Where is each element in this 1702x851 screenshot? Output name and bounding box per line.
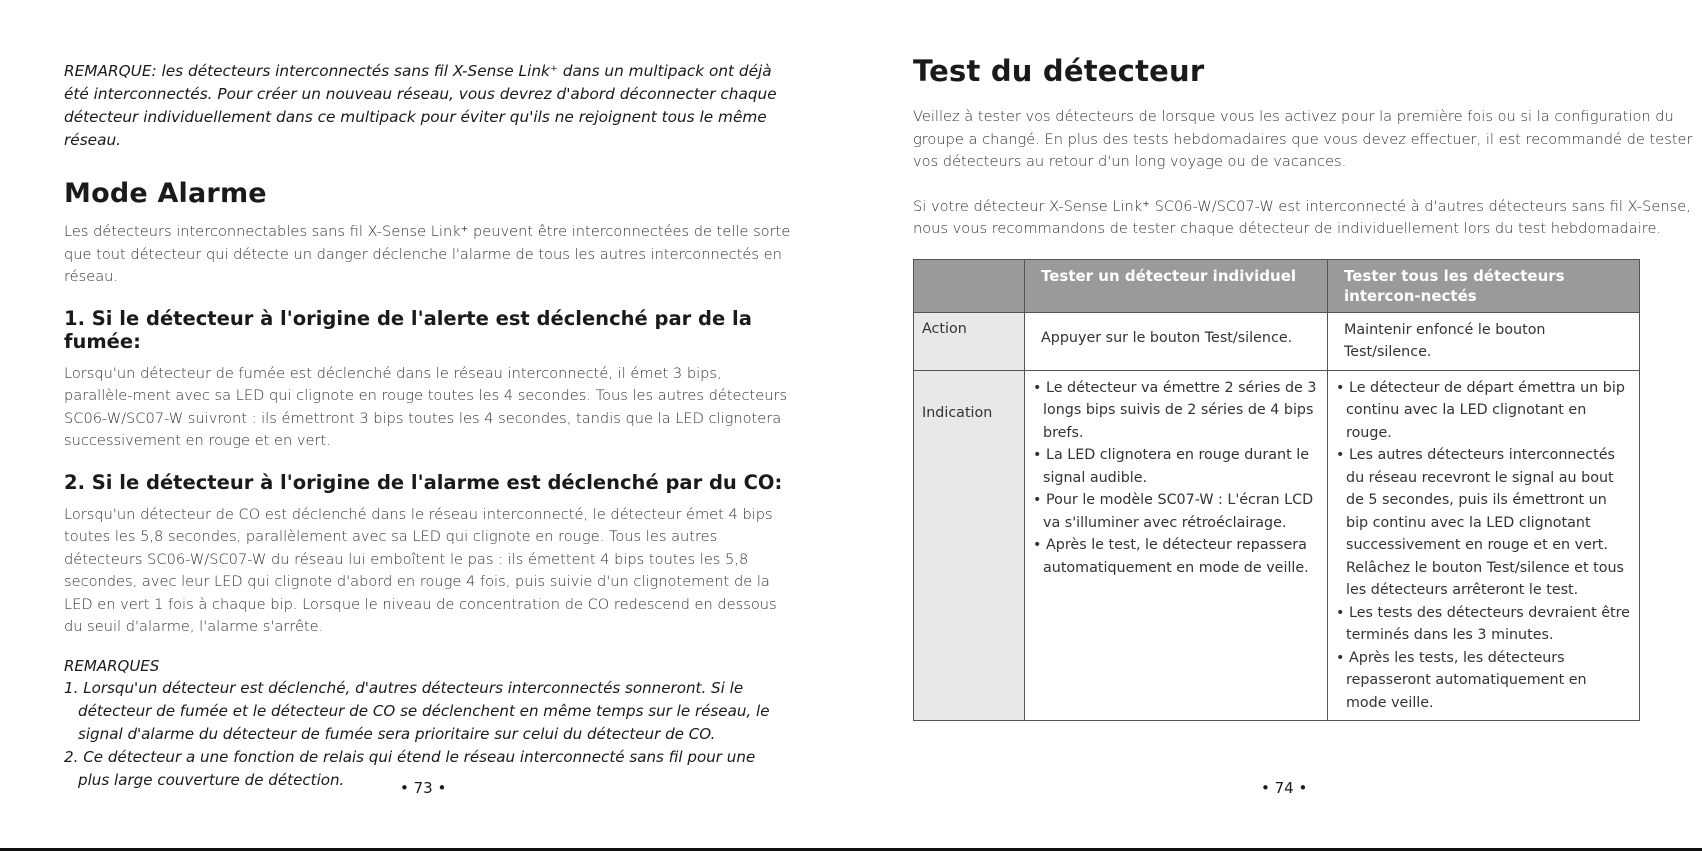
remarks-title: REMARQUES — [64, 656, 160, 675]
page-number-right: • 74 • — [1261, 779, 1308, 797]
page-number-left: • 73 • — [400, 779, 447, 797]
detector-test-title: Test du détecteur — [913, 54, 1205, 88]
table-row — [914, 312, 1640, 370]
multipack-note: REMARQUE: les détecteurs interconnectés sans fil X-Sense Link⁺ dans un multipack ont déjà été interconnectés. Pour créer un nouveau réseau, vous devrez d'abord déconnecter chaque détecteur individuellement dans ce multipack pour éviter qu'ils ne rejoignent tous le même réseau. — [64, 62, 777, 149]
test-table — [913, 259, 1640, 722]
indication-all-list — [1336, 377, 1631, 715]
list-item: • Le détecteur va émettre 2 séries de 3 longs bips suivis de 2 séries de 4 bips brefs. — [1033, 377, 1319, 445]
co-paragraph: Lorsqu'un détecteur de CO est déclenché dans le réseau interconnecté, le détecteur émet 4 bips toutes les 5,8 secondes, parallèlement avec sa LED qui clignote en rouge. Tous les autres détecteurs SC06-W/SC07-W du réseau lui emboîtent le pas : ils émettent 4 bips toutes les 5,8 secondes, avec leur LED qui clignote d'abord en rouge 4 fois, puis suivie d'un clignotement de la LED en vert 1 fois à chaque bip. Lorsque le niveau de concentration de CO redescend en dessous du seuil d'alarme, l'alarme s'arrête. — [64, 505, 777, 635]
co-heading: 2. Si le détecteur à l'origine de l'alarme est déclenché par du CO: — [64, 470, 783, 494]
test-paragraph-1: Veillez à tester vos détecteurs de lorsque vous les activez pour la première fois ou si la configuration du groupe a changé. En plus des tests hebdomadaires que vous devez effectuer, il est recommandé de tester vos détecteurs au retour d'un long voyage ou de vacances. — [913, 108, 1693, 170]
table-header-individual: Tester un détecteur individuel — [1025, 259, 1328, 312]
action-all: Maintenir enfoncé le bouton Test/silence. — [1328, 312, 1640, 370]
page-right — [851, 0, 1702, 851]
action-label: Action — [914, 312, 1025, 370]
test-paragraph-2: Si votre détecteur X-Sense Link⁺ SC06-W/SC07-W est interconnecté à d'autres détecteurs sans fil X-Sense, nous vous recommandons de tester chaque détecteur de individuellement lors du test hebdomadaire. — [913, 197, 1691, 237]
list-item: • Après le test, le détecteur repassera automatiquement en mode de veille. — [1033, 534, 1319, 579]
table-header-all: Tester tous les détecteurs intercon-nectés — [1328, 259, 1640, 312]
table-row — [914, 370, 1640, 721]
smoke-heading: 1. Si le détecteur à l'origine de l'alerte est déclenché par de la fumée: — [64, 306, 752, 353]
list-item: • Les tests des détecteurs devraient être terminés dans les 3 minutes. — [1336, 602, 1631, 647]
alarm-mode-title: Mode Alarme — [64, 178, 267, 209]
alarm-mode-intro: Les détecteurs interconnectables sans fil X-Sense Link⁺ peuvent être interconnectées de telle sorte que tout détecteur qui détecte un danger déclenche l'alarme de tous les autres interconnectés en réseau. — [64, 223, 791, 285]
list-item: • La LED clignotera en rouge durant le signal audible. — [1033, 444, 1319, 489]
indication-all — [1328, 370, 1640, 721]
indication-individual — [1025, 370, 1328, 721]
action-individual: Appuyer sur le bouton Test/silence. — [1025, 312, 1328, 370]
list-item: • Les autres détecteurs interconnectés du réseau recevront le signal au bout de 5 secondes, puis ils émettront un bip continu avec la LED clignotant successivement en rouge et en vert. Relâchez le bouton Test/silence et tous les détecteurs arrêteront le test. — [1336, 444, 1631, 602]
indication-label: Indication — [914, 370, 1025, 721]
list-item: • Le détecteur de départ émettra un bip continu avec la LED clignotant en rouge. — [1336, 377, 1631, 445]
indication-individual-list — [1033, 377, 1319, 580]
remark-1: 1. Lorsqu'un détecteur est déclenché, d'autres détecteurs interconnectés sonneront. Si le détecteur de fumée et le détecteur de CO se déclenchent en même temps sur le réseau, le signal d'alarme du détecteur de fumée sera prioritaire sur celui du détecteur de CO. — [64, 678, 770, 743]
table-header-blank — [914, 259, 1025, 312]
remark-2: 2. Ce détecteur a une fonction de relais qui étend le réseau interconnecté sans fil pour une plus large couverture de détection. — [64, 747, 756, 789]
table-header-row — [914, 259, 1640, 312]
smoke-paragraph: Lorsqu'un détecteur de fumée est déclenché dans le réseau interconnecté, il émet 3 bips, parallèle-ment avec sa LED qui clignote en rouge toutes les 4 secondes. Tous les autres détecteurs SC06-W/SC07-W suivront : ils émettront 3 bips toutes les 4 secondes, tandis que la LED clignotera successivement en rouge et en vert. — [64, 364, 788, 449]
list-item: • Pour le modèle SC07-W : L'écran LCD va s'illuminer avec rétroéclairage. — [1033, 489, 1319, 534]
list-item: • Après les tests, les détecteurs repasseront automatiquement en mode veille. — [1336, 647, 1631, 715]
